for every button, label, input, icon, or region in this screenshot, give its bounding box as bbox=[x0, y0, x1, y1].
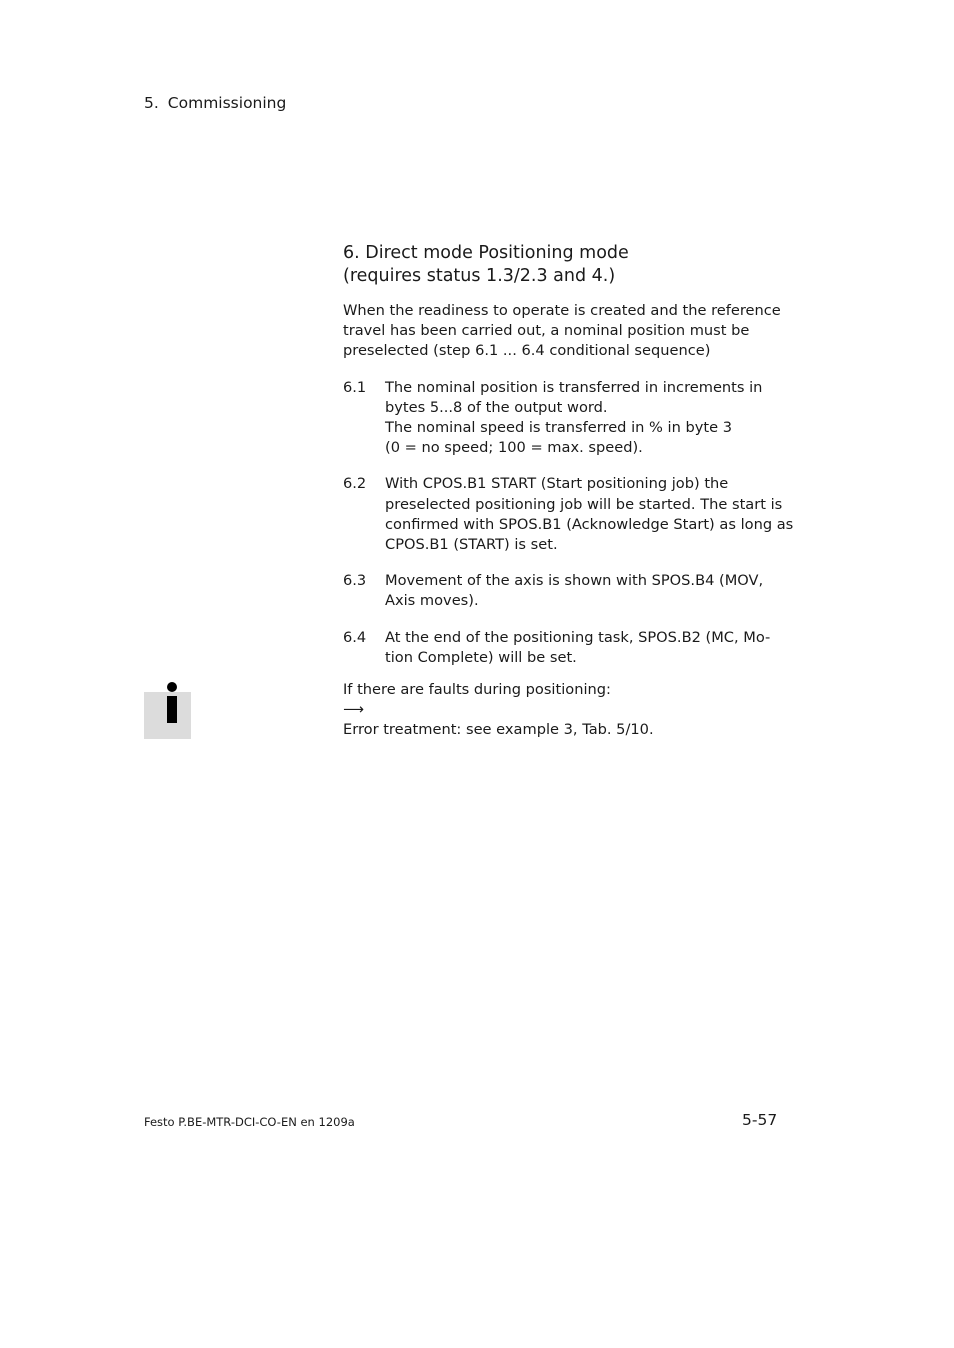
section-title-line: (requires status 1.3/2.3 and 4.) bbox=[343, 266, 616, 286]
step-number: 6.4 bbox=[343, 628, 367, 646]
section-title bbox=[343, 242, 788, 288]
step-item bbox=[343, 378, 788, 459]
chapter-title: Commissioning bbox=[167, 94, 287, 112]
step-line: confirmed with SPOS.B1 (Acknowledge Start) as long as bbox=[385, 515, 794, 533]
step-line: The nominal speed is transferred in % in byte 3 bbox=[385, 419, 732, 437]
step-item bbox=[343, 628, 788, 668]
step-number: 6.3 bbox=[343, 572, 367, 590]
running-header bbox=[144, 94, 286, 112]
note-reference: Error treatment: see example 3, Tab. 5/10. bbox=[343, 721, 654, 739]
step-text bbox=[385, 474, 793, 555]
step-number: 6.2 bbox=[343, 475, 367, 493]
chapter-number: 5. bbox=[144, 94, 159, 112]
step-text bbox=[385, 378, 762, 459]
note-line bbox=[343, 700, 654, 740]
step-number: 6.1 bbox=[343, 378, 367, 396]
info-icon-stem bbox=[167, 696, 177, 723]
step-line: bytes 5...8 of the output word. bbox=[385, 398, 608, 416]
step-text bbox=[385, 628, 770, 668]
step-line: preselected positioning job will be started. The start is bbox=[385, 495, 783, 513]
step-line: Axis moves). bbox=[385, 592, 479, 610]
section-title-line: 6. Direct mode Positioning mode bbox=[343, 243, 629, 263]
intro-line: When the readiness to operate is created and the reference bbox=[343, 302, 781, 319]
footer-document-id: Festo P.BE-MTR-DCI-CO-EN en 1209a bbox=[144, 1115, 355, 1129]
note-text bbox=[343, 680, 654, 741]
footer-page-number: 5-57 bbox=[742, 1111, 778, 1129]
step-text bbox=[385, 571, 763, 611]
intro-line: preselected (step 6.1 ... 6.4 conditional sequence) bbox=[343, 342, 711, 360]
info-icon-dot bbox=[167, 682, 177, 692]
section-content bbox=[343, 242, 794, 684]
step-line: tion Complete) will be set. bbox=[385, 648, 577, 666]
step-item bbox=[343, 571, 788, 611]
step-line: The nominal position is transferred in increments in bbox=[385, 378, 763, 396]
step-line: Movement of the axis is shown with SPOS.B4 (MOV, bbox=[385, 572, 764, 590]
step-line: At the end of the positioning task, SPOS.B2 (MC, Mo- bbox=[385, 628, 771, 646]
note-line: If there are faults during positioning: bbox=[343, 681, 611, 698]
intro-line: travel has been carried out, a nominal position must be bbox=[343, 322, 750, 340]
step-line: CPOS.B1 (START) is set. bbox=[385, 536, 558, 554]
intro-paragraph bbox=[343, 301, 788, 362]
step-line: With CPOS.B1 START (Start positioning job) the bbox=[385, 475, 729, 493]
step-item bbox=[343, 474, 794, 555]
step-list bbox=[343, 378, 794, 668]
step-line: (0 = no speed; 100 = max. speed). bbox=[385, 439, 643, 457]
arrow-icon: ⟶ bbox=[343, 701, 364, 719]
